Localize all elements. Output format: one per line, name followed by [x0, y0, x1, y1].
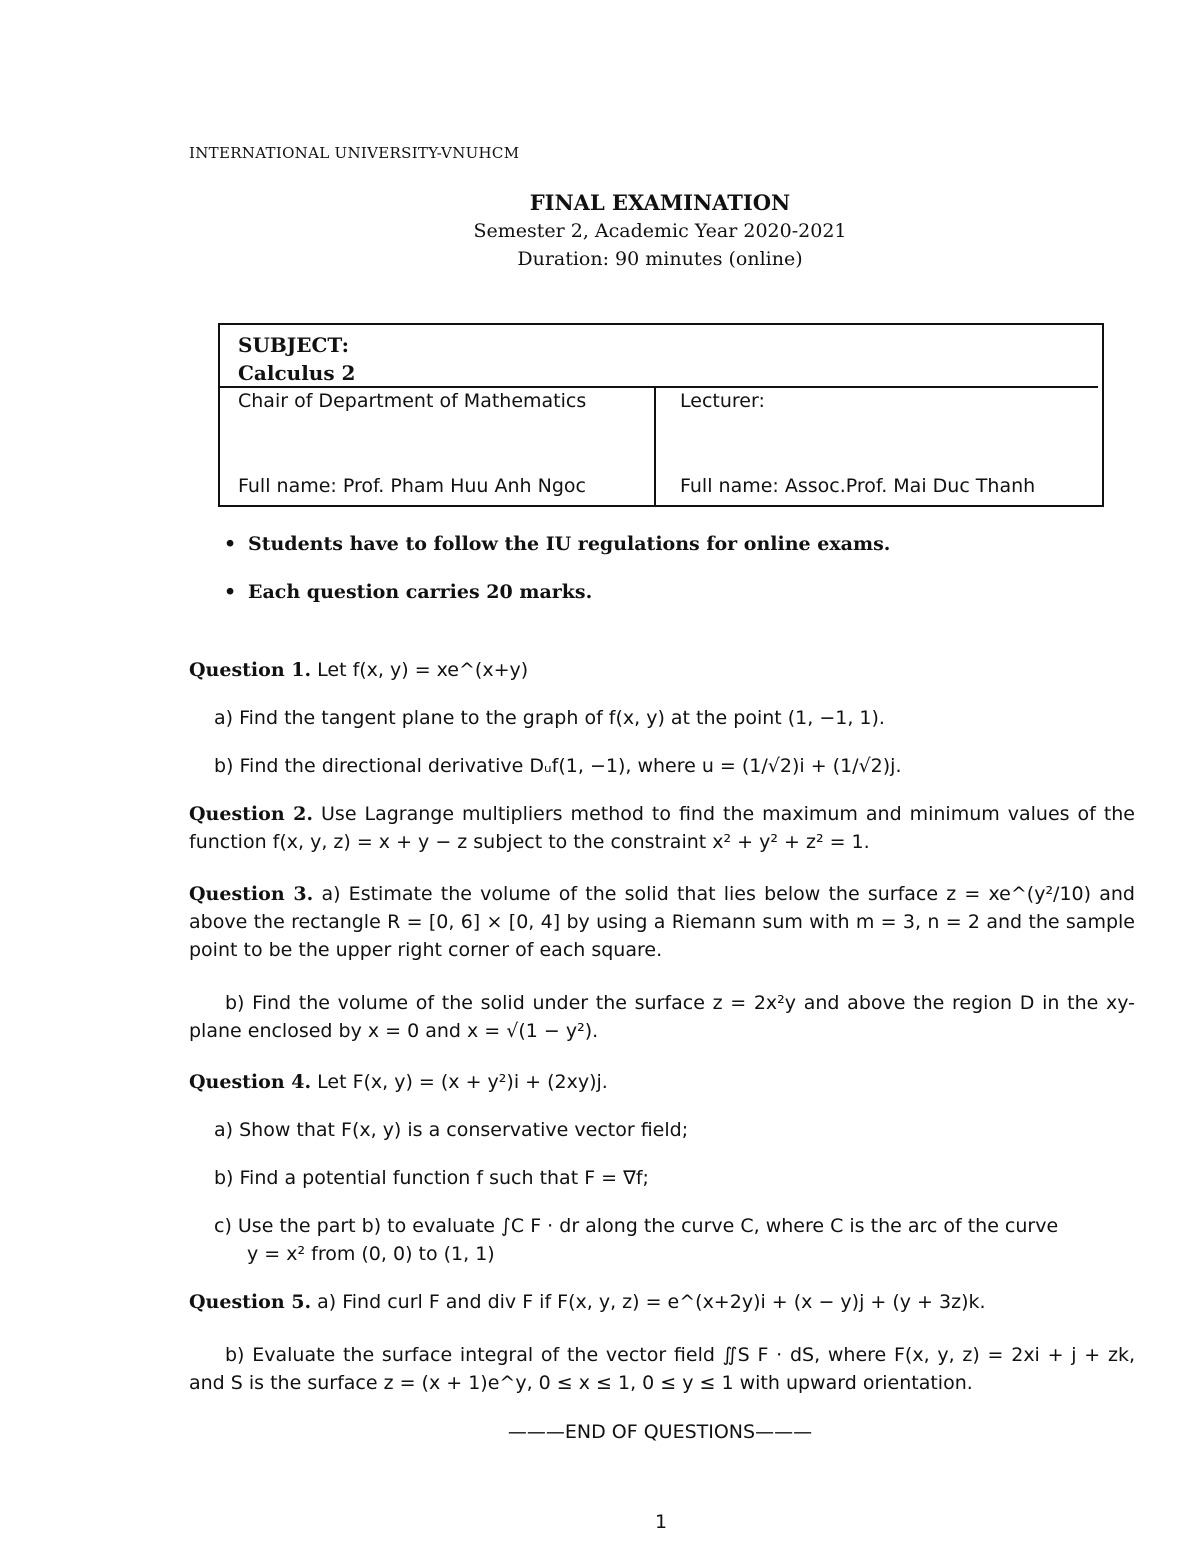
bullet-icon: • — [224, 533, 237, 555]
question-1a: a) Find the tangent plane to the graph of f(x, y) at the point (1, −1, 1). — [214, 707, 885, 729]
lecturer-label: Lecturer: — [680, 390, 765, 412]
question-label: Question 2. — [189, 803, 314, 825]
box-divider-vertical — [654, 387, 656, 505]
question-5a — [189, 1288, 1135, 1316]
question-5b: b) Evaluate the surface integral of the vector field ∬S F · dS, where F(x, y, z) = 2xi + j + zk, and S is the surface z = (x + 1)e^y, 0 ≤ x ≤ 1, 0 ≤ y ≤ 1 with upward orientation. — [189, 1344, 1135, 1394]
university-name: INTERNATIONAL UNIVERSITY-VNUHCM — [189, 144, 520, 162]
box-divider-horizontal — [220, 386, 1098, 388]
question-3b: b) Find the volume of the solid under the surface z = 2x²y and above the region D in the xy-plane enclosed by x = 0 and x = √(1 − y²). — [189, 992, 1135, 1042]
question-text: Let f(x, y) = xe^(x+y) — [317, 659, 529, 681]
question-text: Use Lagrange multipliers method to find the maximum and minimum values of the function f(x, y, z) = x + y − z subject to the constraint x² + y² + z² = 1. — [189, 803, 1135, 853]
question-label: Question 5. — [189, 1291, 312, 1313]
end-of-questions: ———END OF QUESTIONS——— — [507, 1421, 813, 1443]
question-4a: a) Show that F(x, y) is a conservative vector field; — [214, 1119, 689, 1141]
duration-line: Duration: 90 minutes (online) — [517, 248, 803, 270]
question-4c-continued: y = x² from (0, 0) to (1, 1) — [247, 1243, 495, 1265]
question-1 — [189, 656, 1135, 684]
question-text: a) Estimate the volume of the solid that lies below the surface z = xe^(y²/10) and above the rectangle R = [0, 6] × [0, 4] by using a Riemann sum with m = 3, n = 2 and the sample point to be the upper right corner of each square. — [189, 883, 1135, 961]
instruction-item: • Each question carries 20 marks. — [224, 581, 593, 603]
lecturer-name: Full name: Assoc.Prof. Mai Duc Thanh — [680, 475, 1036, 497]
question-text: a) Find curl F and div F if F(x, y, z) = e^(x+2y)i + (x − y)j + (y + 3z)k. — [317, 1291, 986, 1313]
question-4b: b) Find a potential function f such that F = ∇f; — [214, 1167, 649, 1189]
question-label: Question 3. — [189, 883, 314, 905]
chair-name: Full name: Prof. Pham Huu Anh Ngoc — [238, 475, 586, 497]
instruction-item: • Students have to follow the IU regulations for online exams. — [224, 533, 891, 555]
question-1b: b) Find the directional derivative Dᵤf(1, −1), where u = (1/√2)i + (1/√2)j. — [214, 755, 902, 777]
question-4c: c) Use the part b) to evaluate ∫C F · dr along the curve C, where C is the arc of the curve — [214, 1215, 1059, 1237]
bullet-icon: • — [224, 581, 237, 603]
page-number: 1 — [654, 1511, 668, 1533]
question-text: Let F(x, y) = (x + y²)i + (2xy)j. — [317, 1071, 608, 1093]
semester-line: Semester 2, Academic Year 2020-2021 — [473, 220, 847, 242]
exam-title: FINAL EXAMINATION — [529, 190, 791, 215]
question-4 — [189, 1068, 1135, 1096]
chair-label: Chair of Department of Mathematics — [238, 390, 587, 412]
subject-name: Calculus 2 — [238, 361, 356, 385]
subject-label: SUBJECT: — [238, 333, 349, 357]
question-2 — [189, 800, 1135, 856]
question-label: Question 1. — [189, 659, 312, 681]
subject-info-box — [218, 323, 1104, 507]
question-label: Question 4. — [189, 1071, 312, 1093]
subject-heading — [238, 331, 355, 387]
question-3a — [189, 880, 1135, 964]
